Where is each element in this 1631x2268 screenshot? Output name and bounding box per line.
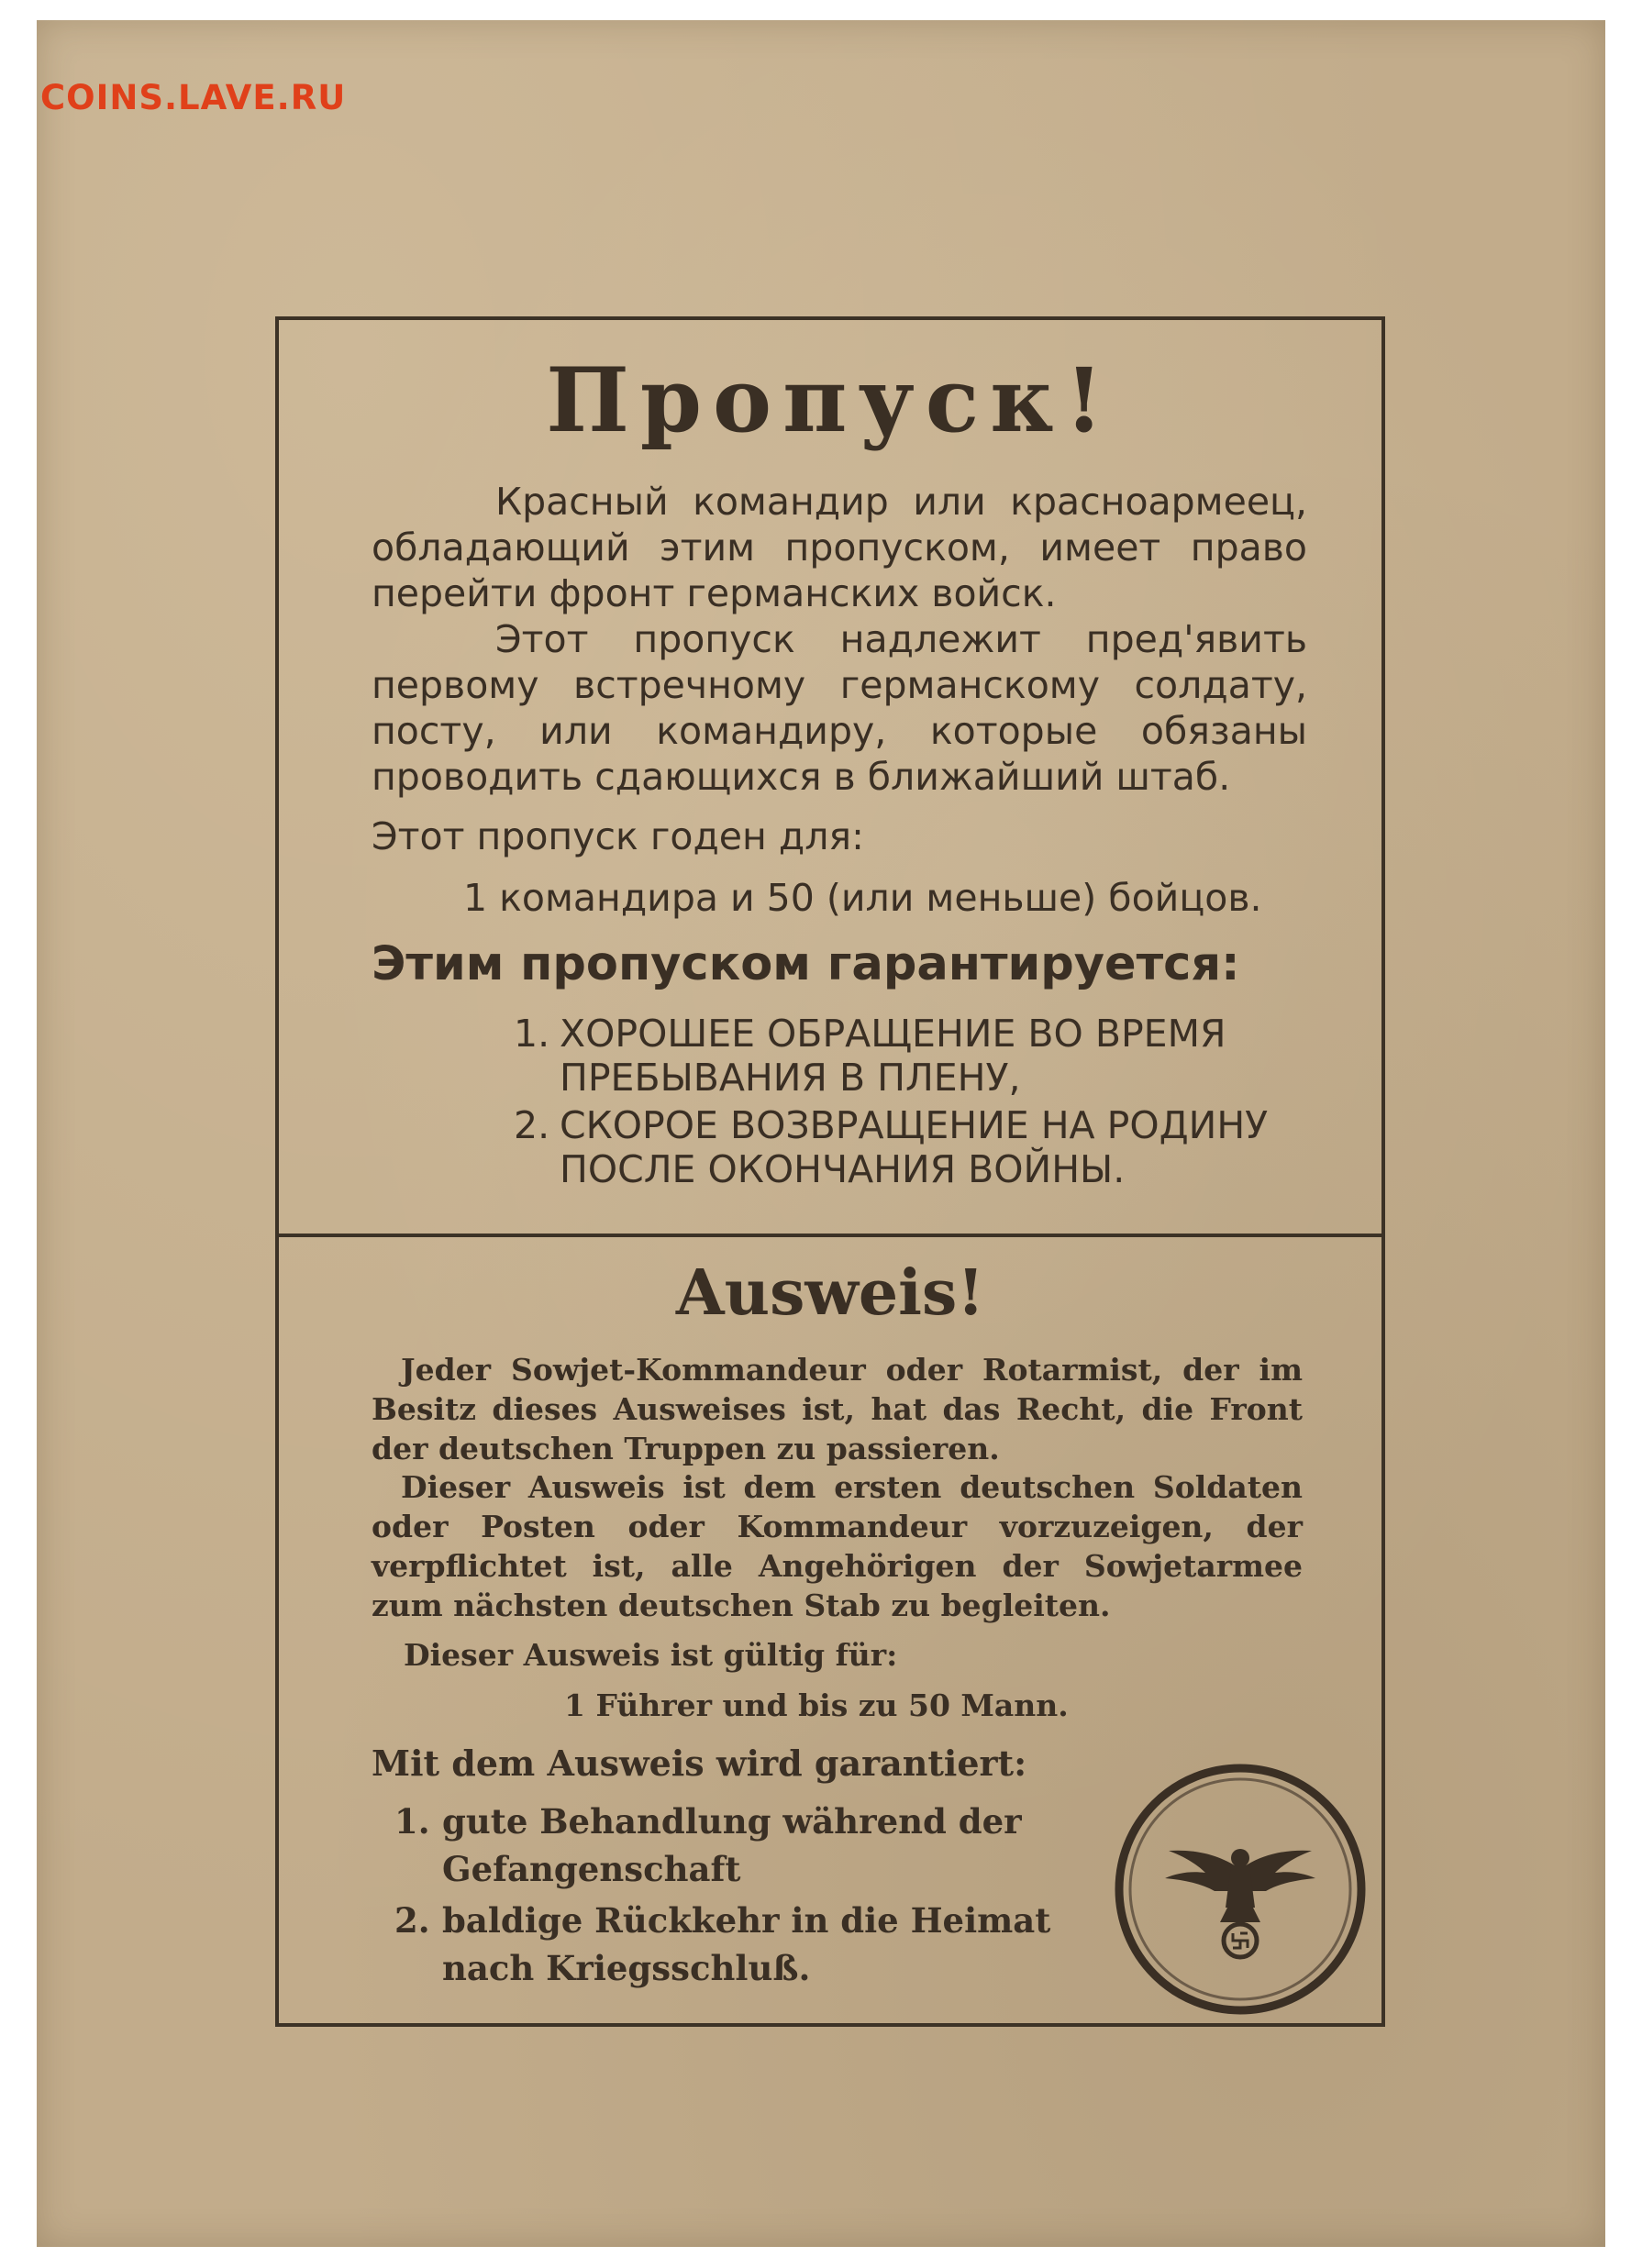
- russian-valid-label: Этот пропуск годен для:: [372, 814, 864, 858]
- german-list-item: [394, 1897, 1101, 1992]
- list-text: СКОРОЕ ВОЗВРАЩЕНИЕ НА РОДИНУ ПОСЛЕ ОКОНЧАНИЯ ВОЙНЫ.: [560, 1103, 1269, 1191]
- list-number: 2.: [514, 1103, 550, 1147]
- list-number: 2.: [394, 1900, 430, 1941]
- list-text: baldige Rückkehr in die Heimat nach Kriegsschluß.: [442, 1900, 1051, 1988]
- list-text: ХОРОШЕЕ ОБРАЩЕНИЕ ВО ВРЕМЯ ПРЕБЫВАНИЯ В ПЛЕНУ,: [560, 1012, 1226, 1100]
- russian-paragraph-2: Этот пропуск надлежит пред'явить первому встречному германскому солдату, посту, или командиру, которые обязаны проводить сдающихся в ближайший штаб.: [372, 617, 1307, 799]
- german-paragraph-1: Jeder Sowjet-Kommandeur oder Rotarmist, der im Besitz dieses Ausweises ist, hat das Recht, die Front der deutschen Truppen zu passieren.: [372, 1352, 1303, 1466]
- german-valid-value: 1 Führer und bis zu 50 Mann.: [564, 1687, 1069, 1723]
- list-number: 1.: [394, 1801, 430, 1842]
- list-number: 1.: [514, 1012, 550, 1056]
- russian-paragraph-1: Красный командир или красноармеец, обладающий этим пропуском, имеет право перейти фронт германских войск.: [372, 480, 1307, 615]
- list-text: gute Behandlung während der Gefangenschaft: [442, 1801, 1022, 1889]
- russian-valid-value: 1 командира и 50 (или меньше) бойцов.: [463, 876, 1262, 920]
- german-title: Ausweis!: [675, 1256, 985, 1330]
- german-guarantee-title: Mit dem Ausweis wird garantiert:: [372, 1742, 1027, 1784]
- watermark: COINS.LAVE.RU: [40, 78, 347, 117]
- russian-guarantee-title: Этим пропуском гарантируется:: [372, 937, 1240, 991]
- russian-title: Пропуск!: [546, 348, 1115, 452]
- russian-list-item: [514, 1012, 1303, 1100]
- section-divider: [275, 1234, 1385, 1237]
- german-valid-label: Dieser Ausweis ist gültig für:: [404, 1637, 898, 1673]
- eagle-stamp-icon: [1112, 1761, 1369, 2018]
- german-list-item: [394, 1798, 1101, 1893]
- german-paragraph-2: Dieser Ausweis ist dem ersten deutschen Soldaten oder Posten oder Kommandeur vorzuzeigen, der verpflichtet ist, alle Angehörigen der Sowjetarmee zum nächsten deutschen Stab zu begleiten.: [372, 1469, 1303, 1623]
- russian-list-item: [514, 1103, 1303, 1191]
